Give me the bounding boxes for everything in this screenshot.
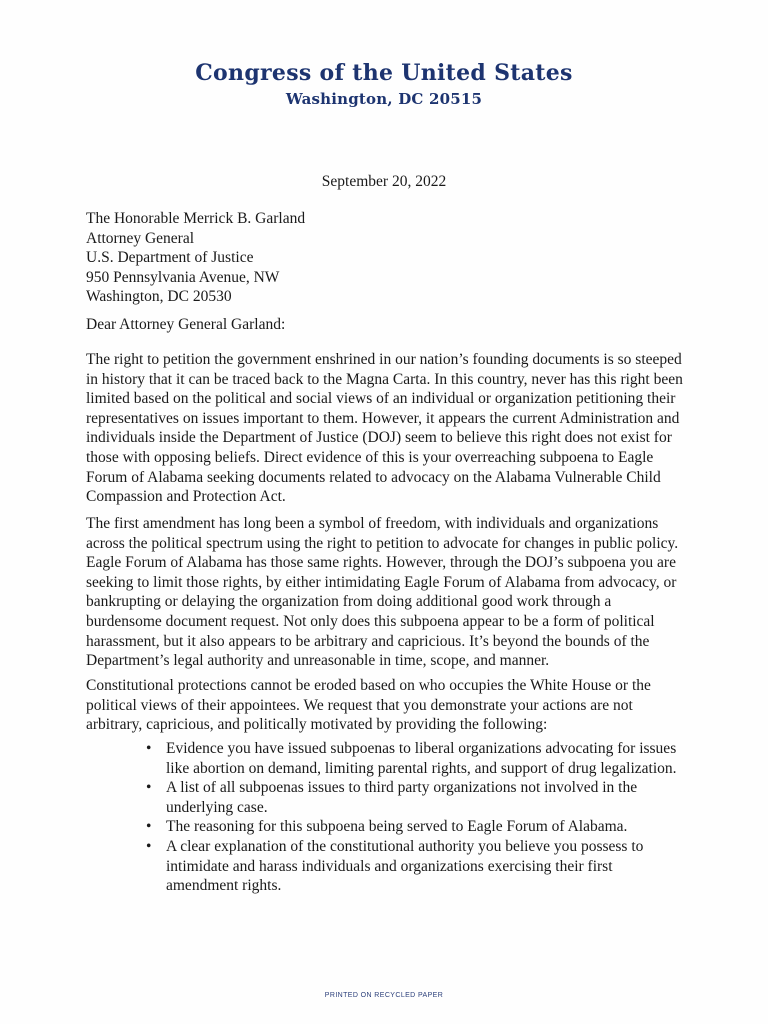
request-list-item: • Evidence you have issued subpoenas to liberal organizations advocating for issues like abortion on demand, limiting parental rights, and support of drug legalization. — [142, 739, 682, 778]
addressee-line: Attorney General — [86, 229, 195, 247]
request-list-item: • A clear explanation of the constitutional authority you believe you possess to intimidate and harass individuals and organizations exercising their first amendment rights. — [142, 837, 682, 896]
addressee-line: U.S. Department of Justice — [86, 249, 254, 266]
footer-note: PRINTED ON RECYCLED PAPER — [324, 992, 444, 999]
addressee-line: 950 Pennsylvania Avenue, NW — [86, 268, 280, 286]
addressee-block — [86, 209, 305, 307]
addressee-line: The Honorable Merrick B. Garland — [86, 210, 306, 227]
body-paragraph: The right to petition the government enshrined in our nation’s founding documents is so steeped in history that it can be traced back to the Magna Carta. In this country, never has this right been limited based on the political and social views of an individual or organization petitioning their representatives on issues important to them. However, it appears the current Administration and individuals inside the Department of Justice (DOJ) seem to believe this right does not exist for those with opposing beliefs. Direct evidence of this is your overreaching subpoena to Eagle Forum of Alabama seeking documents related to advocacy on the Alabama Vulnerable Child Compassion and Protection Act. — [86, 351, 683, 506]
request-list — [142, 739, 682, 896]
letterhead — [0, 58, 768, 110]
salutation: Dear Attorney General Garland: — [86, 316, 286, 333]
request-list-item: • A list of all subpoenas issues to third party organizations not involved in the underlying case. — [142, 778, 682, 817]
body-paragraph: The first amendment has long been a symbol of freedom, with individuals and organizations across the political spectrum using the right to petition to advocate for changes in public policy. Eagle Forum of Alabama has those same rights. However, through the DOJ’s subpoena you are seeking to limit those rights, by either intimidating Eagle Forum of Alabama from advocacy, or bankrupting or delaying the organization from doing additional good work through a burdensome document request. Not only does this subpoena appear to be a form of political harassment, but it also appears to be arbitrary and capricious. It’s beyond the bounds of the Department’s legal authority and unreasonable in time, scope, and manner. — [86, 515, 679, 670]
body-paragraph: Constitutional protections cannot be eroded based on who occupies the White House or the political views of their appointees. We request that you demonstrate your actions are not arbitrary, capricious, and politically motivated by providing the following: — [86, 677, 651, 734]
letterhead-title: Congress of the United States — [195, 60, 573, 86]
request-list-item: • The reasoning for this subpoena being served to Eagle Forum of Alabama. — [142, 817, 682, 837]
letterhead-subtitle: Washington, DC 20515 — [285, 90, 483, 108]
addressee-line: Washington, DC 20530 — [86, 288, 232, 305]
letter-date: September 20, 2022 — [321, 173, 447, 190]
